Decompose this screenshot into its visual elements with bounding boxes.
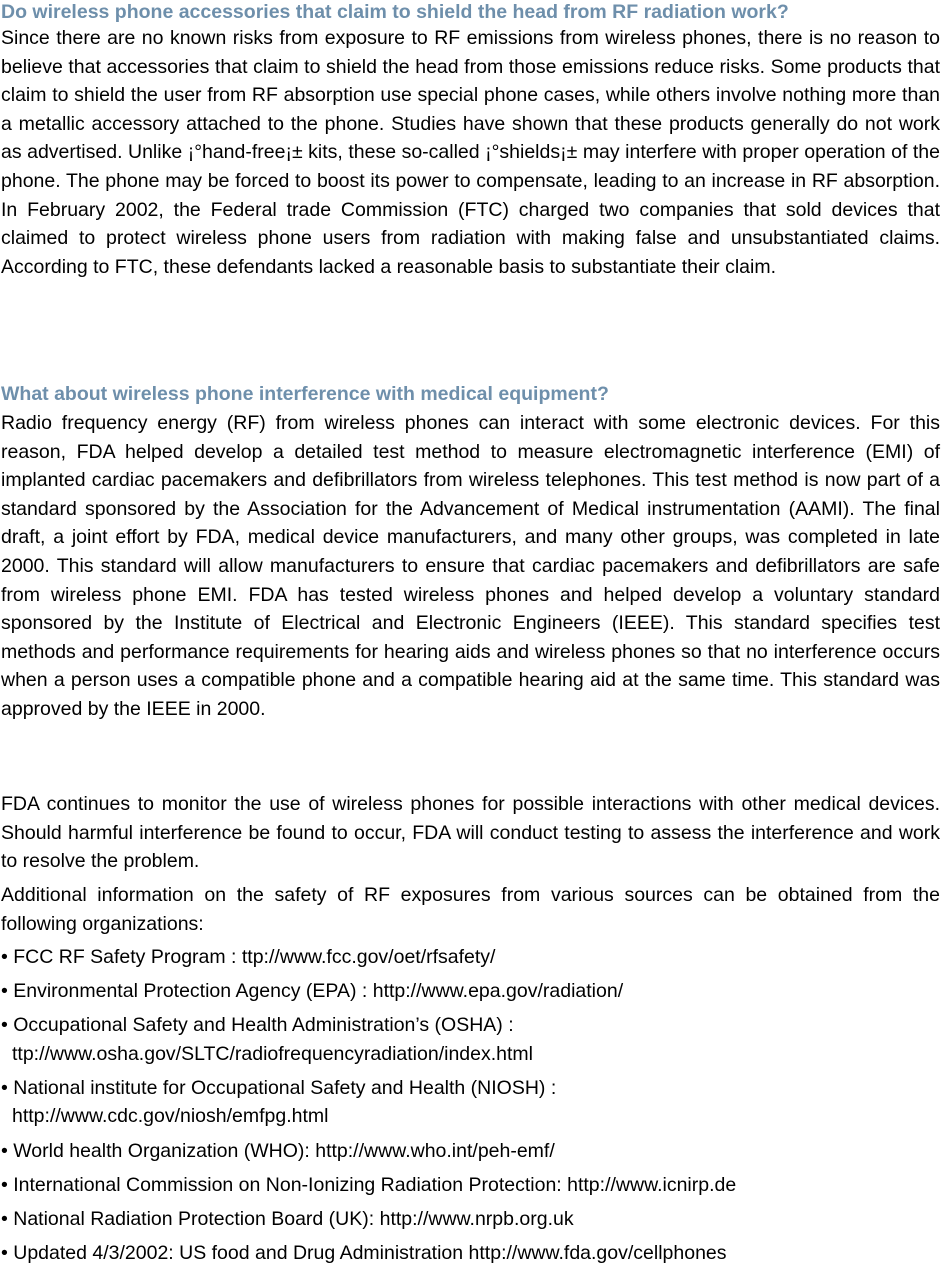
list-item-text: World health Organization (WHO): http://www.who.int/peh-emf/: [13, 1139, 555, 1162]
list-item-text: National Radiation Protection Board (UK): http://www.nrpb.org.uk: [13, 1207, 574, 1230]
bullet: •: [1, 946, 8, 968]
bullet: •: [1, 1173, 8, 1196]
list-item-text: International Commission on Non-Ionizing Radiation Protection: http://www.icnirp.de: [13, 1173, 737, 1196]
list-item-url: ttp://www.osha.gov/SLTC/radiofrequencyradiation/index.html: [12, 1042, 533, 1065]
list-item-text: Occupational Safety and Health Administration’s (OSHA) :: [13, 1014, 514, 1037]
list-item: [1, 1011, 940, 1068]
bullet: •: [1, 1139, 8, 1162]
list-item: [1, 1239, 940, 1268]
list-item: [1, 1137, 940, 1166]
list-item-url: http://www.cdc.gov/niosh/emfpg.html: [12, 1105, 329, 1128]
paragraph-fda-monitoring: FDA continues to monitor the use of wireless phones for possible interactions with other medical devices. Should harmful interference be found to occur, FDA will conduct testing to assess the interference and work to resolve the problem.: [1, 793, 940, 873]
list-item-text: National institute for Occupational Safety and Health (NIOSH) :: [13, 1076, 557, 1099]
section-heading-medical-interference: What about wireless phone interference with medical equipment?: [1, 383, 609, 405]
list-item-text: Environmental Protection Agency (EPA) : http://www.epa.gov/radiation/: [13, 980, 624, 1003]
list-item: [1, 1205, 940, 1234]
bullet: •: [1, 980, 8, 1003]
list-item: [1, 1074, 940, 1131]
list-item-text: Updated 4/3/2002: US food and Drug Administration http://www.fda.gov/cellphones: [13, 1241, 727, 1264]
bullet: •: [1, 1241, 8, 1264]
bullet: •: [1, 1076, 8, 1099]
bullet: •: [1, 1014, 8, 1037]
section-heading-shield-accessories: Do wireless phone accessories that claim to shield the head from RF radiation work?: [1, 1, 789, 23]
list-item: [1, 977, 940, 1006]
organizations-list: [1, 943, 940, 1273]
bullet: •: [1, 1207, 8, 1230]
paragraph-rf-interaction: Radio frequency energy (RF) from wireless phones can interact with some electronic devices. For this reason, FDA helped develop a detailed test method to measure electromagnetic interference (EMI) of implanted cardiac pacemakers and defibrillators from wireless telephones. This test method is now part of a standard sponsored by the Association for the Advancement of Medical instrumentation (AAMI). The final draft, a joint effort by FDA, medical device manufacturers, and many other groups, was completed in late 2000. This standard will allow manufacturers to ensure that cardiac pacemakers and defibrillators are safe from wireless phone EMI. FDA has tested wireless phones and helped develop a voluntary standard sponsored by the Institute of Electrical and Electronic Engineers (IEEE). This standard specifies test methods and performance requirements for hearing aids and wireless phones so that no interference occurs when a person uses a compatible phone and a compatible hearing aid at the same time. This standard was approved by the IEEE in 2000.: [1, 412, 940, 720]
list-item: [1, 1171, 940, 1200]
paragraph-shield-accessories: Since there are no known risks from exposure to RF emissions from wireless phones, there is no reason to believe that accessories that claim to shield the head from those emissions reduce risks. Some products that claim to shield the user from RF absorption use special phone cases, while others involve nothing more than a metallic accessory attached to the phone. Studies have shown that these products generally do not work as advertised. Unlike ¡°hand-free¡± kits, these so-called ¡°shields¡± may interfere with proper operation of the phone. The phone may be forced to boost its power to compensate, leading to an increase in RF absorption. In February 2002, the Federal trade Commission (FTC) charged two companies that sold devices that claimed to protect wireless phone users from radiation with making false and unsubstantiated claims. According to FTC, these defendants lacked a reasonable basis to substantiate their claim.: [1, 27, 940, 278]
list-item: [1, 943, 940, 972]
paragraph-additional-info: Additional information on the safety of RF exposures from various sources can be obtained from the following organizations:: [1, 884, 940, 935]
list-item-text: FCC RF Safety Program : ttp://www.fcc.gov/oet/rfsafety/: [13, 946, 496, 968]
